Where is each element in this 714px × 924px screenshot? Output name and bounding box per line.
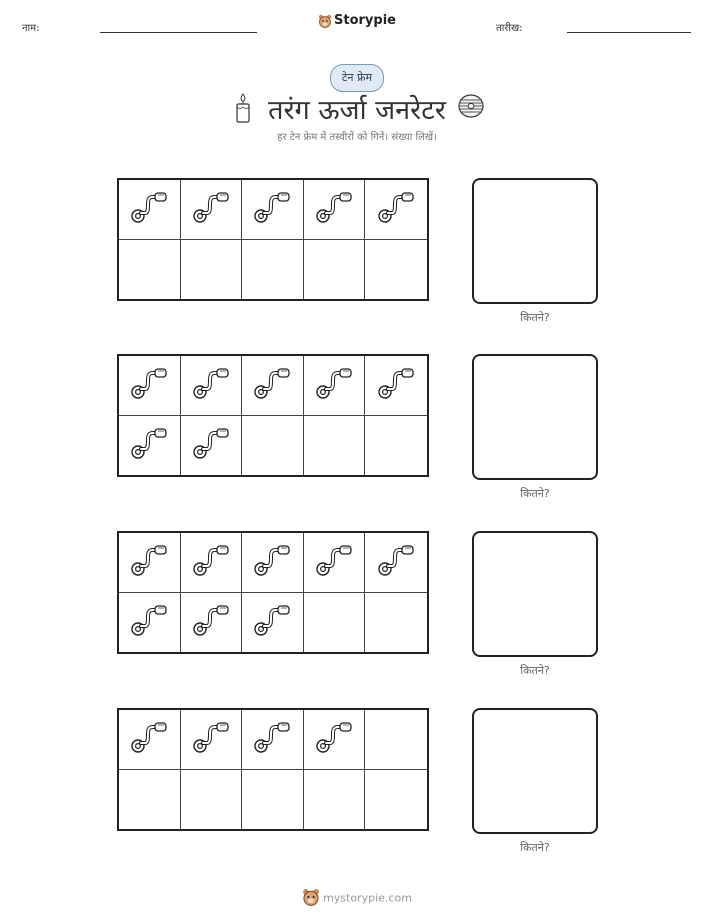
frame-cell: [119, 416, 181, 476]
count-prompt: कितने?: [520, 487, 550, 500]
brand-logo: [0, 13, 714, 28]
frame-cell: [304, 593, 366, 653]
frame-cell: [119, 180, 181, 240]
frame-cell: [181, 710, 243, 770]
frame-cell: [365, 533, 427, 593]
frame-cell: [242, 533, 304, 593]
crank-generator-icon: [191, 602, 231, 642]
crank-generator-icon: [252, 719, 292, 759]
frame-cell: [181, 356, 243, 416]
frame-cell: [365, 593, 427, 653]
date-field[interactable]: [567, 32, 691, 33]
answer-box-2[interactable]: [472, 354, 598, 480]
crank-generator-icon: [191, 365, 231, 405]
name-label: नाम:: [22, 23, 40, 34]
crank-generator-icon: [252, 365, 292, 405]
crank-generator-icon: [314, 542, 354, 582]
frame-cell: [304, 180, 366, 240]
crank-generator-icon: [376, 189, 416, 229]
ten-frame-4: [117, 708, 429, 831]
brand-name: Storypie: [334, 13, 396, 28]
frame-cell: [181, 416, 243, 476]
bear-logo-icon: [318, 14, 332, 28]
frame-cell: [119, 770, 181, 830]
ten-frame-badge: टेन फ्रेम: [330, 64, 384, 92]
frame-cell: [242, 770, 304, 830]
count-prompt: कितने?: [520, 664, 550, 677]
crank-generator-icon: [252, 189, 292, 229]
frame-cell: [304, 356, 366, 416]
crank-generator-icon: [376, 542, 416, 582]
frame-cell: [119, 356, 181, 416]
crank-generator-icon: [314, 189, 354, 229]
count-prompt: कितने?: [520, 311, 550, 324]
name-field[interactable]: [100, 32, 257, 33]
frame-cell: [304, 240, 366, 300]
frame-cell: [181, 533, 243, 593]
footer: [0, 888, 714, 909]
frame-cell: [119, 240, 181, 300]
frame-cell: [304, 416, 366, 476]
ten-frame-2: [117, 354, 429, 477]
frame-cell: [242, 710, 304, 770]
frame-cell: [365, 240, 427, 300]
frame-cell: [365, 770, 427, 830]
answer-box-3[interactable]: [472, 531, 598, 657]
frame-cell: [181, 770, 243, 830]
crank-generator-icon: [129, 425, 169, 465]
count-prompt: कितने?: [520, 841, 550, 854]
crank-generator-icon: [129, 189, 169, 229]
crank-generator-icon: [129, 602, 169, 642]
frame-cell: [119, 533, 181, 593]
crank-generator-icon: [314, 719, 354, 759]
crank-generator-icon: [314, 365, 354, 405]
frame-cell: [365, 356, 427, 416]
answer-box-1[interactable]: [472, 178, 598, 304]
frame-cell: [242, 240, 304, 300]
frame-cell: [242, 356, 304, 416]
crank-generator-icon: [129, 719, 169, 759]
frame-cell: [181, 240, 243, 300]
crank-generator-icon: [252, 602, 292, 642]
frame-cell: [365, 710, 427, 770]
frame-cell: [365, 180, 427, 240]
bear-footer-icon: [302, 888, 320, 909]
crank-generator-icon: [191, 425, 231, 465]
frame-cell: [304, 770, 366, 830]
frame-cell: [119, 710, 181, 770]
footer-url: mystorypie.com: [323, 891, 412, 905]
crank-generator-icon: [129, 542, 169, 582]
crank-generator-icon: [129, 365, 169, 405]
frame-cell: [181, 593, 243, 653]
frame-cell: [242, 593, 304, 653]
frame-cell: [304, 710, 366, 770]
frame-cell: [242, 180, 304, 240]
frame-cell: [119, 593, 181, 653]
answer-box-4[interactable]: [472, 708, 598, 834]
frame-cell: [365, 416, 427, 476]
frame-cell: [304, 533, 366, 593]
ten-frame-3: [117, 531, 429, 654]
frame-cell: [242, 416, 304, 476]
crank-generator-icon: [252, 542, 292, 582]
crank-generator-icon: [376, 365, 416, 405]
crank-generator-icon: [191, 719, 231, 759]
crank-generator-icon: [191, 189, 231, 229]
frame-cell: [181, 180, 243, 240]
instruction-text: हर टेन फ्रेम में तस्वीरों को गिनें। संख्या लिखें।: [277, 132, 437, 143]
coil-icon: [457, 92, 485, 124]
ten-frame-1: [117, 178, 429, 301]
worksheet-title: तरंग ऊर्जा जनरेटर: [268, 95, 446, 126]
date-label: तारीख:: [496, 23, 523, 34]
crank-generator-icon: [191, 542, 231, 582]
